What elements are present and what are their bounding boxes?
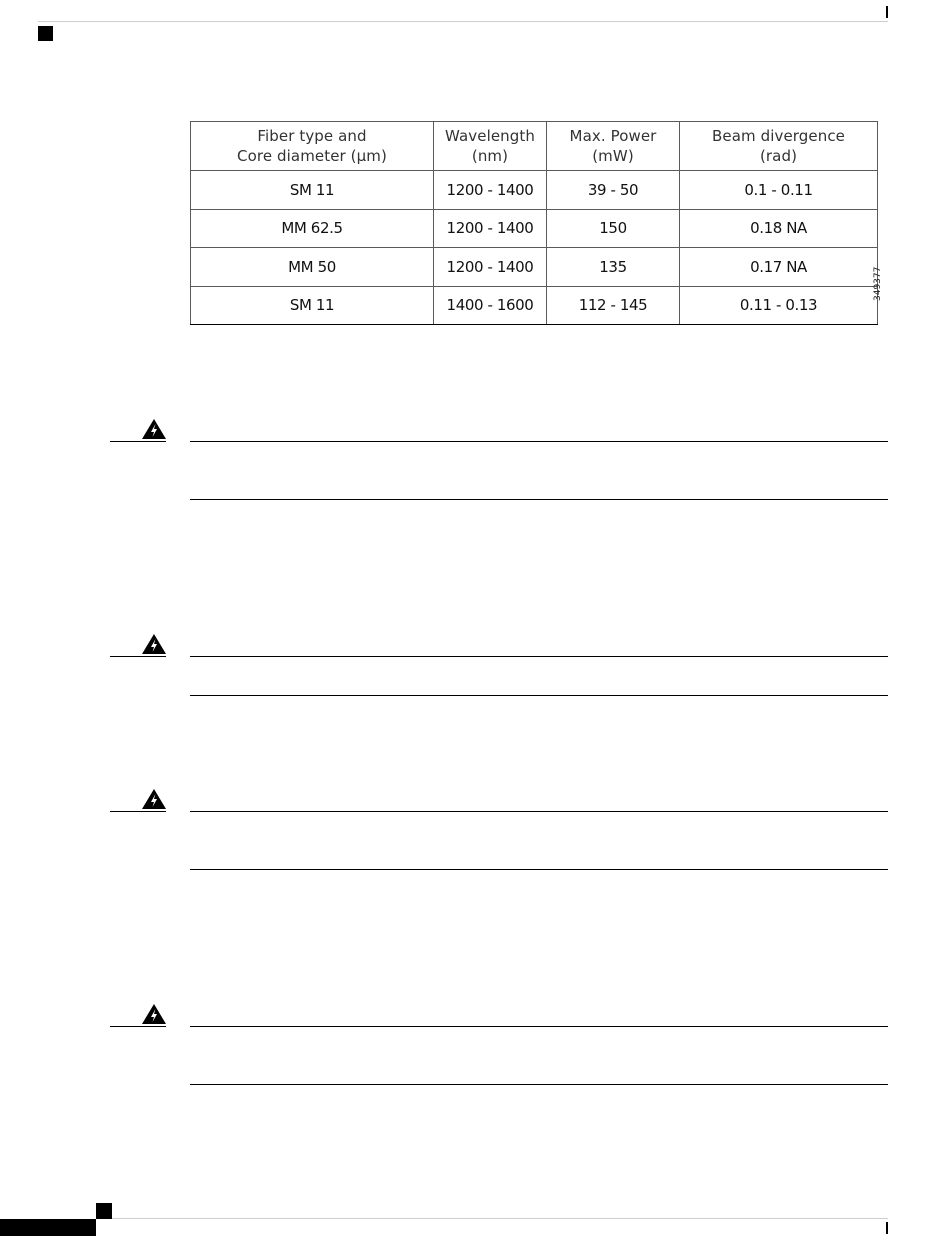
warning-top-rule — [190, 656, 888, 657]
header-rule — [38, 21, 888, 22]
table-row — [191, 171, 878, 210]
warning-triangle-icon — [140, 633, 168, 655]
table-cell: MM 50 — [191, 248, 434, 287]
warning-bottom-rule — [190, 1084, 888, 1085]
table-cell: 135 — [547, 248, 680, 287]
table-cell: 1400 - 1600 — [434, 286, 547, 325]
table-cell: 1200 - 1400 — [434, 248, 547, 287]
warning-bottom-rule — [190, 499, 888, 500]
footer-bar — [0, 1219, 96, 1236]
table-cell: MM 62.5 — [191, 209, 434, 248]
warning-marker-rule — [110, 1026, 166, 1027]
warning-marker-rule — [110, 441, 166, 442]
table-cell: SM 11 — [191, 286, 434, 325]
footer-rule — [96, 1218, 888, 1219]
table-cell: 0.11 - 0.13 — [680, 286, 878, 325]
warning-triangle-icon — [140, 418, 168, 440]
header-beam-divergence: Beam divergence (rad) — [680, 122, 878, 171]
header-fiber-type: Fiber type and Core diameter (µm) — [191, 122, 434, 171]
table-header-row — [191, 122, 878, 171]
table-cell: 0.17 NA — [680, 248, 878, 287]
header-marker — [38, 26, 53, 41]
warning-bottom-rule — [190, 695, 888, 696]
figure-id: 349377 — [873, 266, 883, 301]
table-row — [191, 209, 878, 248]
warning-triangle-icon — [140, 788, 168, 810]
header-wavelength: Wavelength (nm) — [434, 122, 547, 171]
table-cell: 0.18 NA — [680, 209, 878, 248]
table-cell: 0.1 - 0.11 — [680, 171, 878, 210]
warning-triangle-icon — [140, 1003, 168, 1025]
header-tick — [886, 6, 888, 18]
footer-tick — [886, 1222, 888, 1234]
fiber-specs-table — [190, 121, 878, 325]
table-cell: 1200 - 1400 — [434, 209, 547, 248]
warning-top-rule — [190, 811, 888, 812]
warning-top-rule — [190, 1026, 888, 1027]
footer-marker — [96, 1203, 112, 1219]
table-cell: 39 - 50 — [547, 171, 680, 210]
table-row — [191, 286, 878, 325]
table-cell: 112 - 145 — [547, 286, 680, 325]
header-max-power: Max. Power (mW) — [547, 122, 680, 171]
warning-top-rule — [190, 441, 888, 442]
table-cell: 1200 - 1400 — [434, 171, 547, 210]
table-cell: 150 — [547, 209, 680, 248]
table-cell: SM 11 — [191, 171, 434, 210]
warning-marker-rule — [110, 656, 166, 657]
table-row — [191, 248, 878, 287]
warning-bottom-rule — [190, 869, 888, 870]
warning-marker-rule — [110, 811, 166, 812]
